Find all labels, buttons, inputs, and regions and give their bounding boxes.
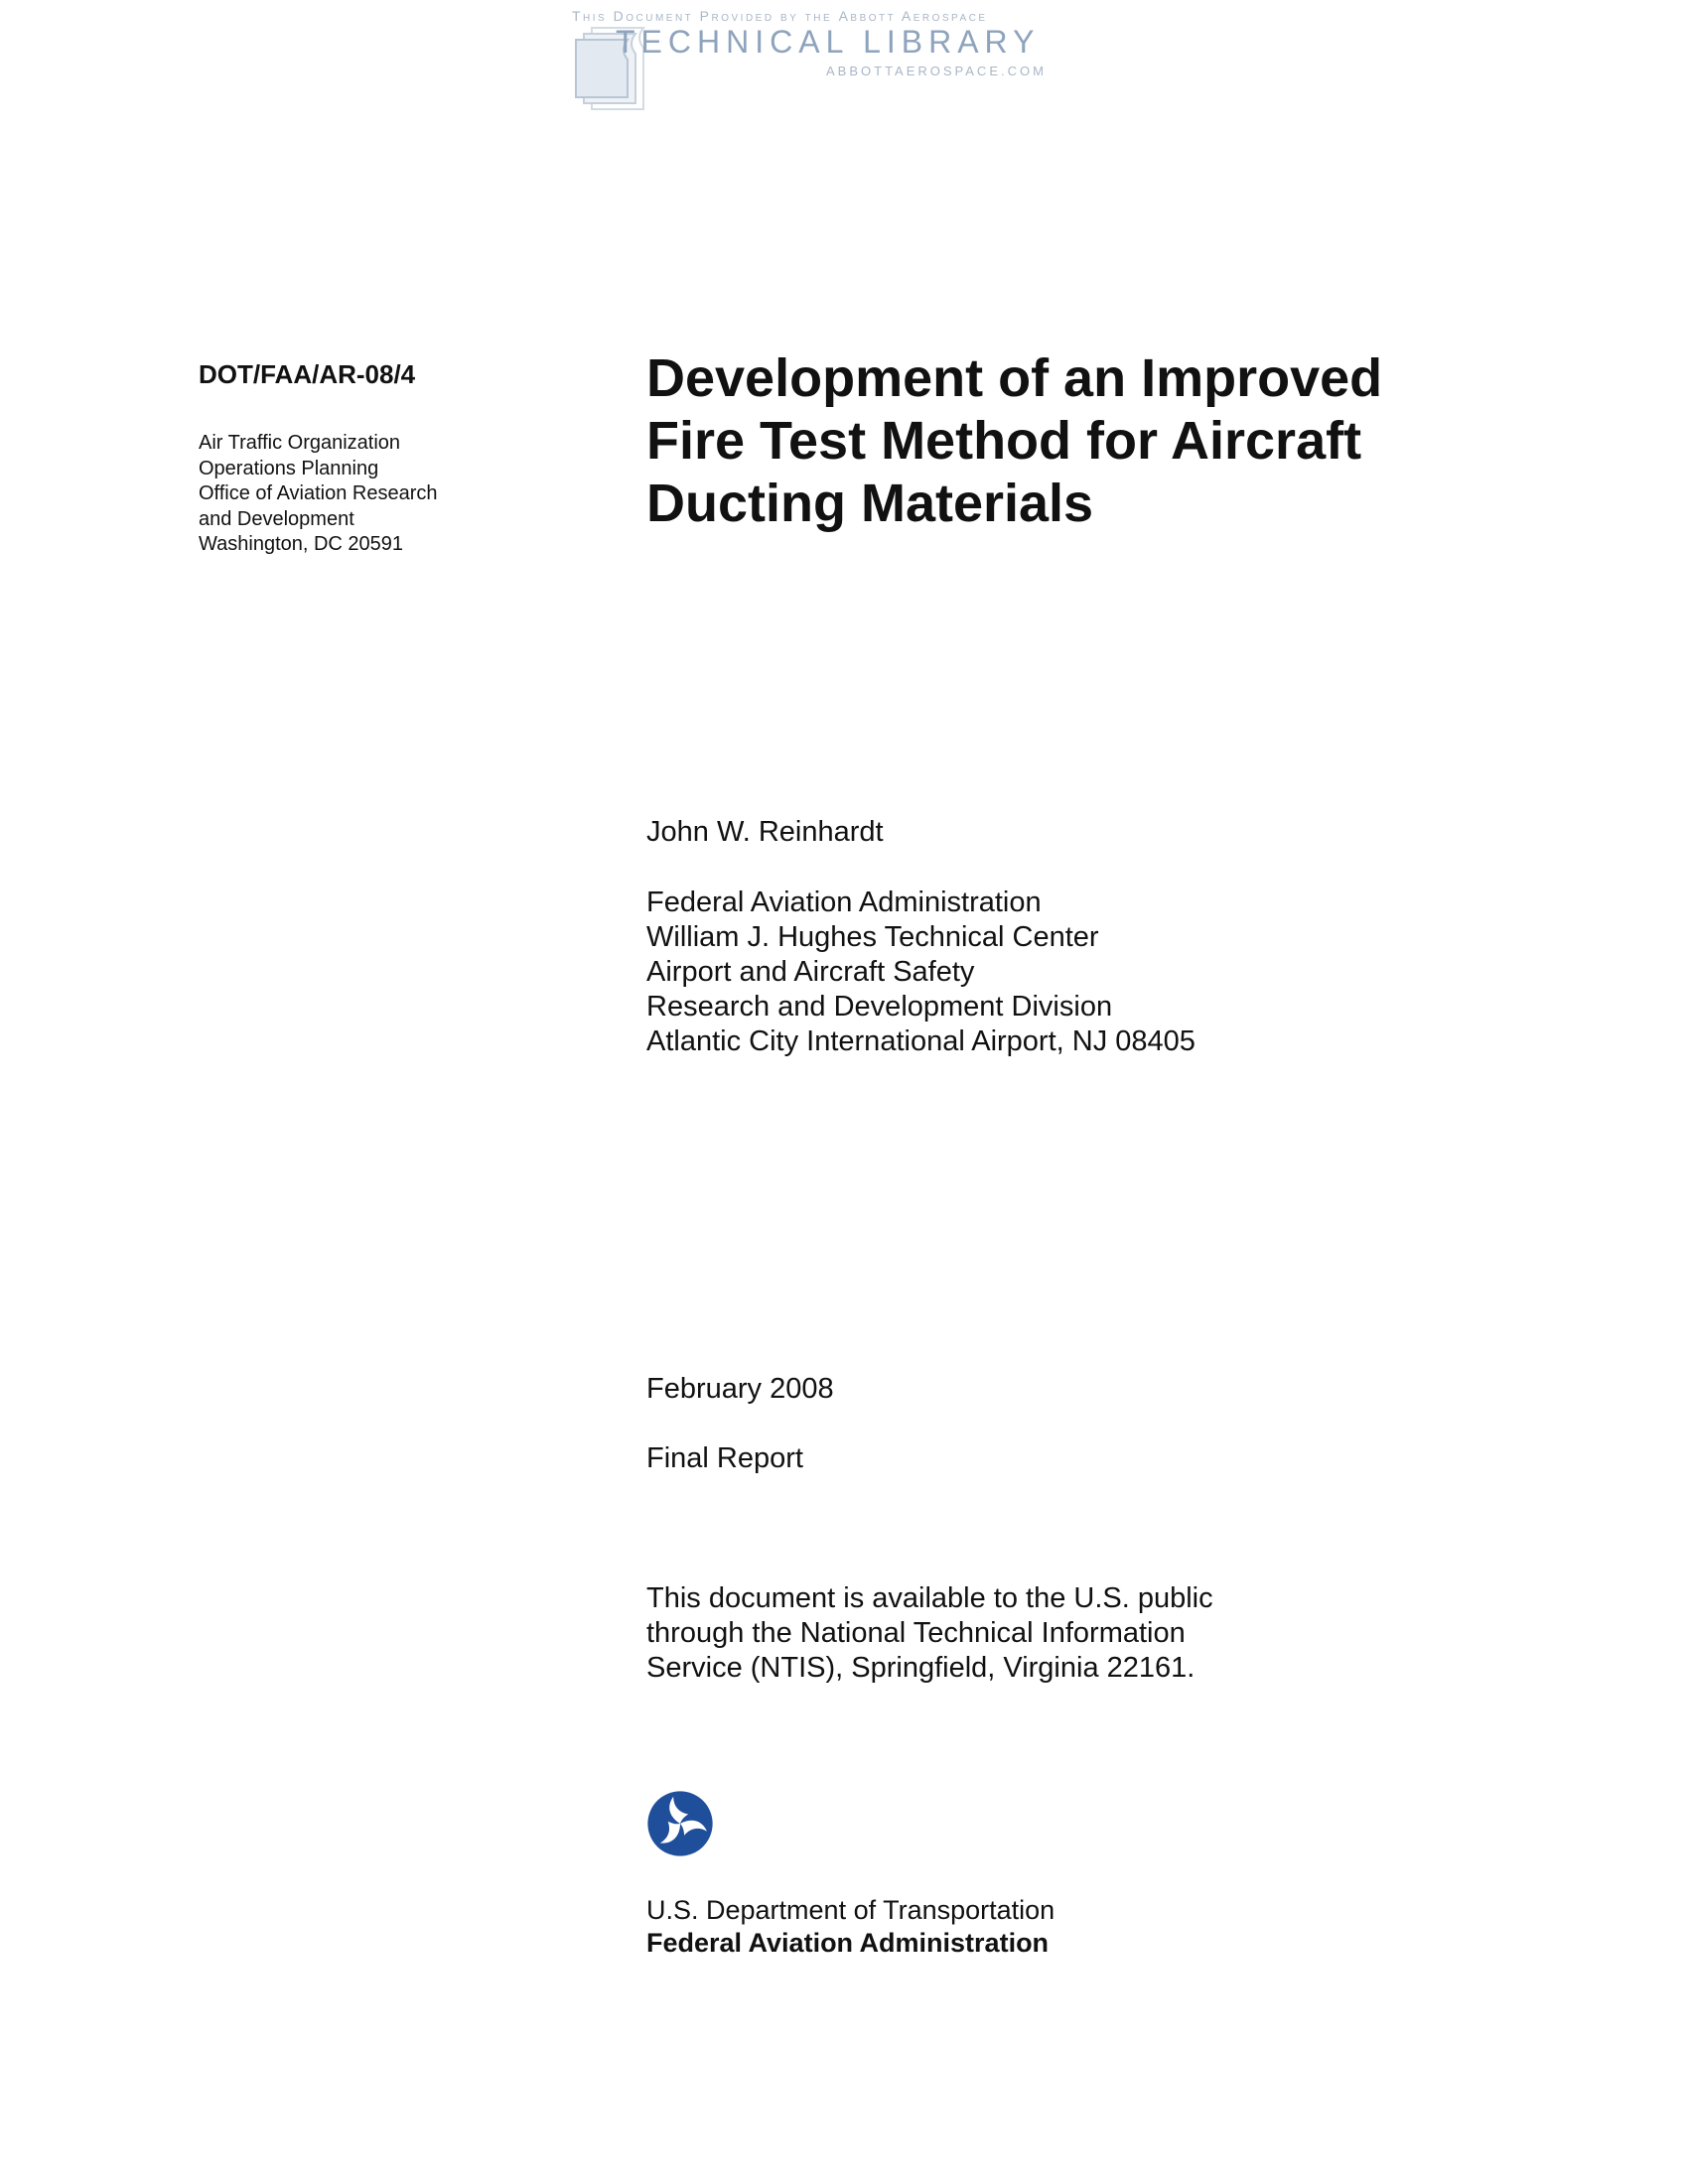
availability-line: This document is available to the U.S. public (646, 1582, 1213, 1614)
organization-line: Airport and Aircraft Safety (646, 956, 975, 988)
title-line: Development of an Improved (646, 348, 1383, 408)
sponsor-line: Air Traffic Organization (199, 432, 401, 454)
organization-line: Federal Aviation Administration (646, 887, 1042, 918)
title-line: Ducting Materials (646, 474, 1094, 533)
sponsor-line: Operations Planning (199, 457, 379, 479)
report-date: February 2008 (646, 1373, 834, 1405)
title-line: Fire Test Method for Aircraft (646, 411, 1362, 471)
availability-line: Service (NTIS), Springfield, Virginia 22161. (646, 1652, 1196, 1684)
sponsoring-office (199, 431, 438, 558)
author-name: John W. Reinhardt (646, 816, 884, 848)
organization-line: Research and Development Division (646, 991, 1113, 1023)
sponsor-line: Office of Aviation Research (199, 482, 438, 504)
watermark-technical-library: TECHNICAL LIBRARY (616, 24, 1041, 60)
organization-line: Atlantic City International Airport, NJ 08405 (646, 1025, 1196, 1057)
watermark-prefix: This Document Provided by the (572, 8, 833, 24)
department-name: U.S. Department of Transportation (646, 1895, 1055, 1925)
report-number: DOT/FAA/AR-08/4 (199, 359, 416, 389)
abbott-technical-library-watermark (566, 4, 1082, 115)
watermark-provided-by (572, 8, 988, 24)
sponsor-line: Washington, DC 20591 (199, 533, 404, 555)
document-title (646, 347, 1382, 535)
availability-statement (646, 1581, 1213, 1686)
report-type: Final Report (646, 1442, 803, 1474)
watermark-website: ABBOTTAEROSPACE.COM (826, 64, 1047, 78)
agency-name: Federal Aviation Administration (646, 1928, 1050, 1958)
performing-organization (646, 886, 1196, 1059)
sponsor-line: and Development (199, 507, 354, 530)
dot-tri-swirl-logo-icon (646, 1790, 714, 1857)
watermark-brand: Abbott Aerospace (838, 8, 988, 24)
organization-line: William J. Hughes Technical Center (646, 921, 1099, 953)
availability-line: through the National Technical Information (646, 1617, 1186, 1649)
